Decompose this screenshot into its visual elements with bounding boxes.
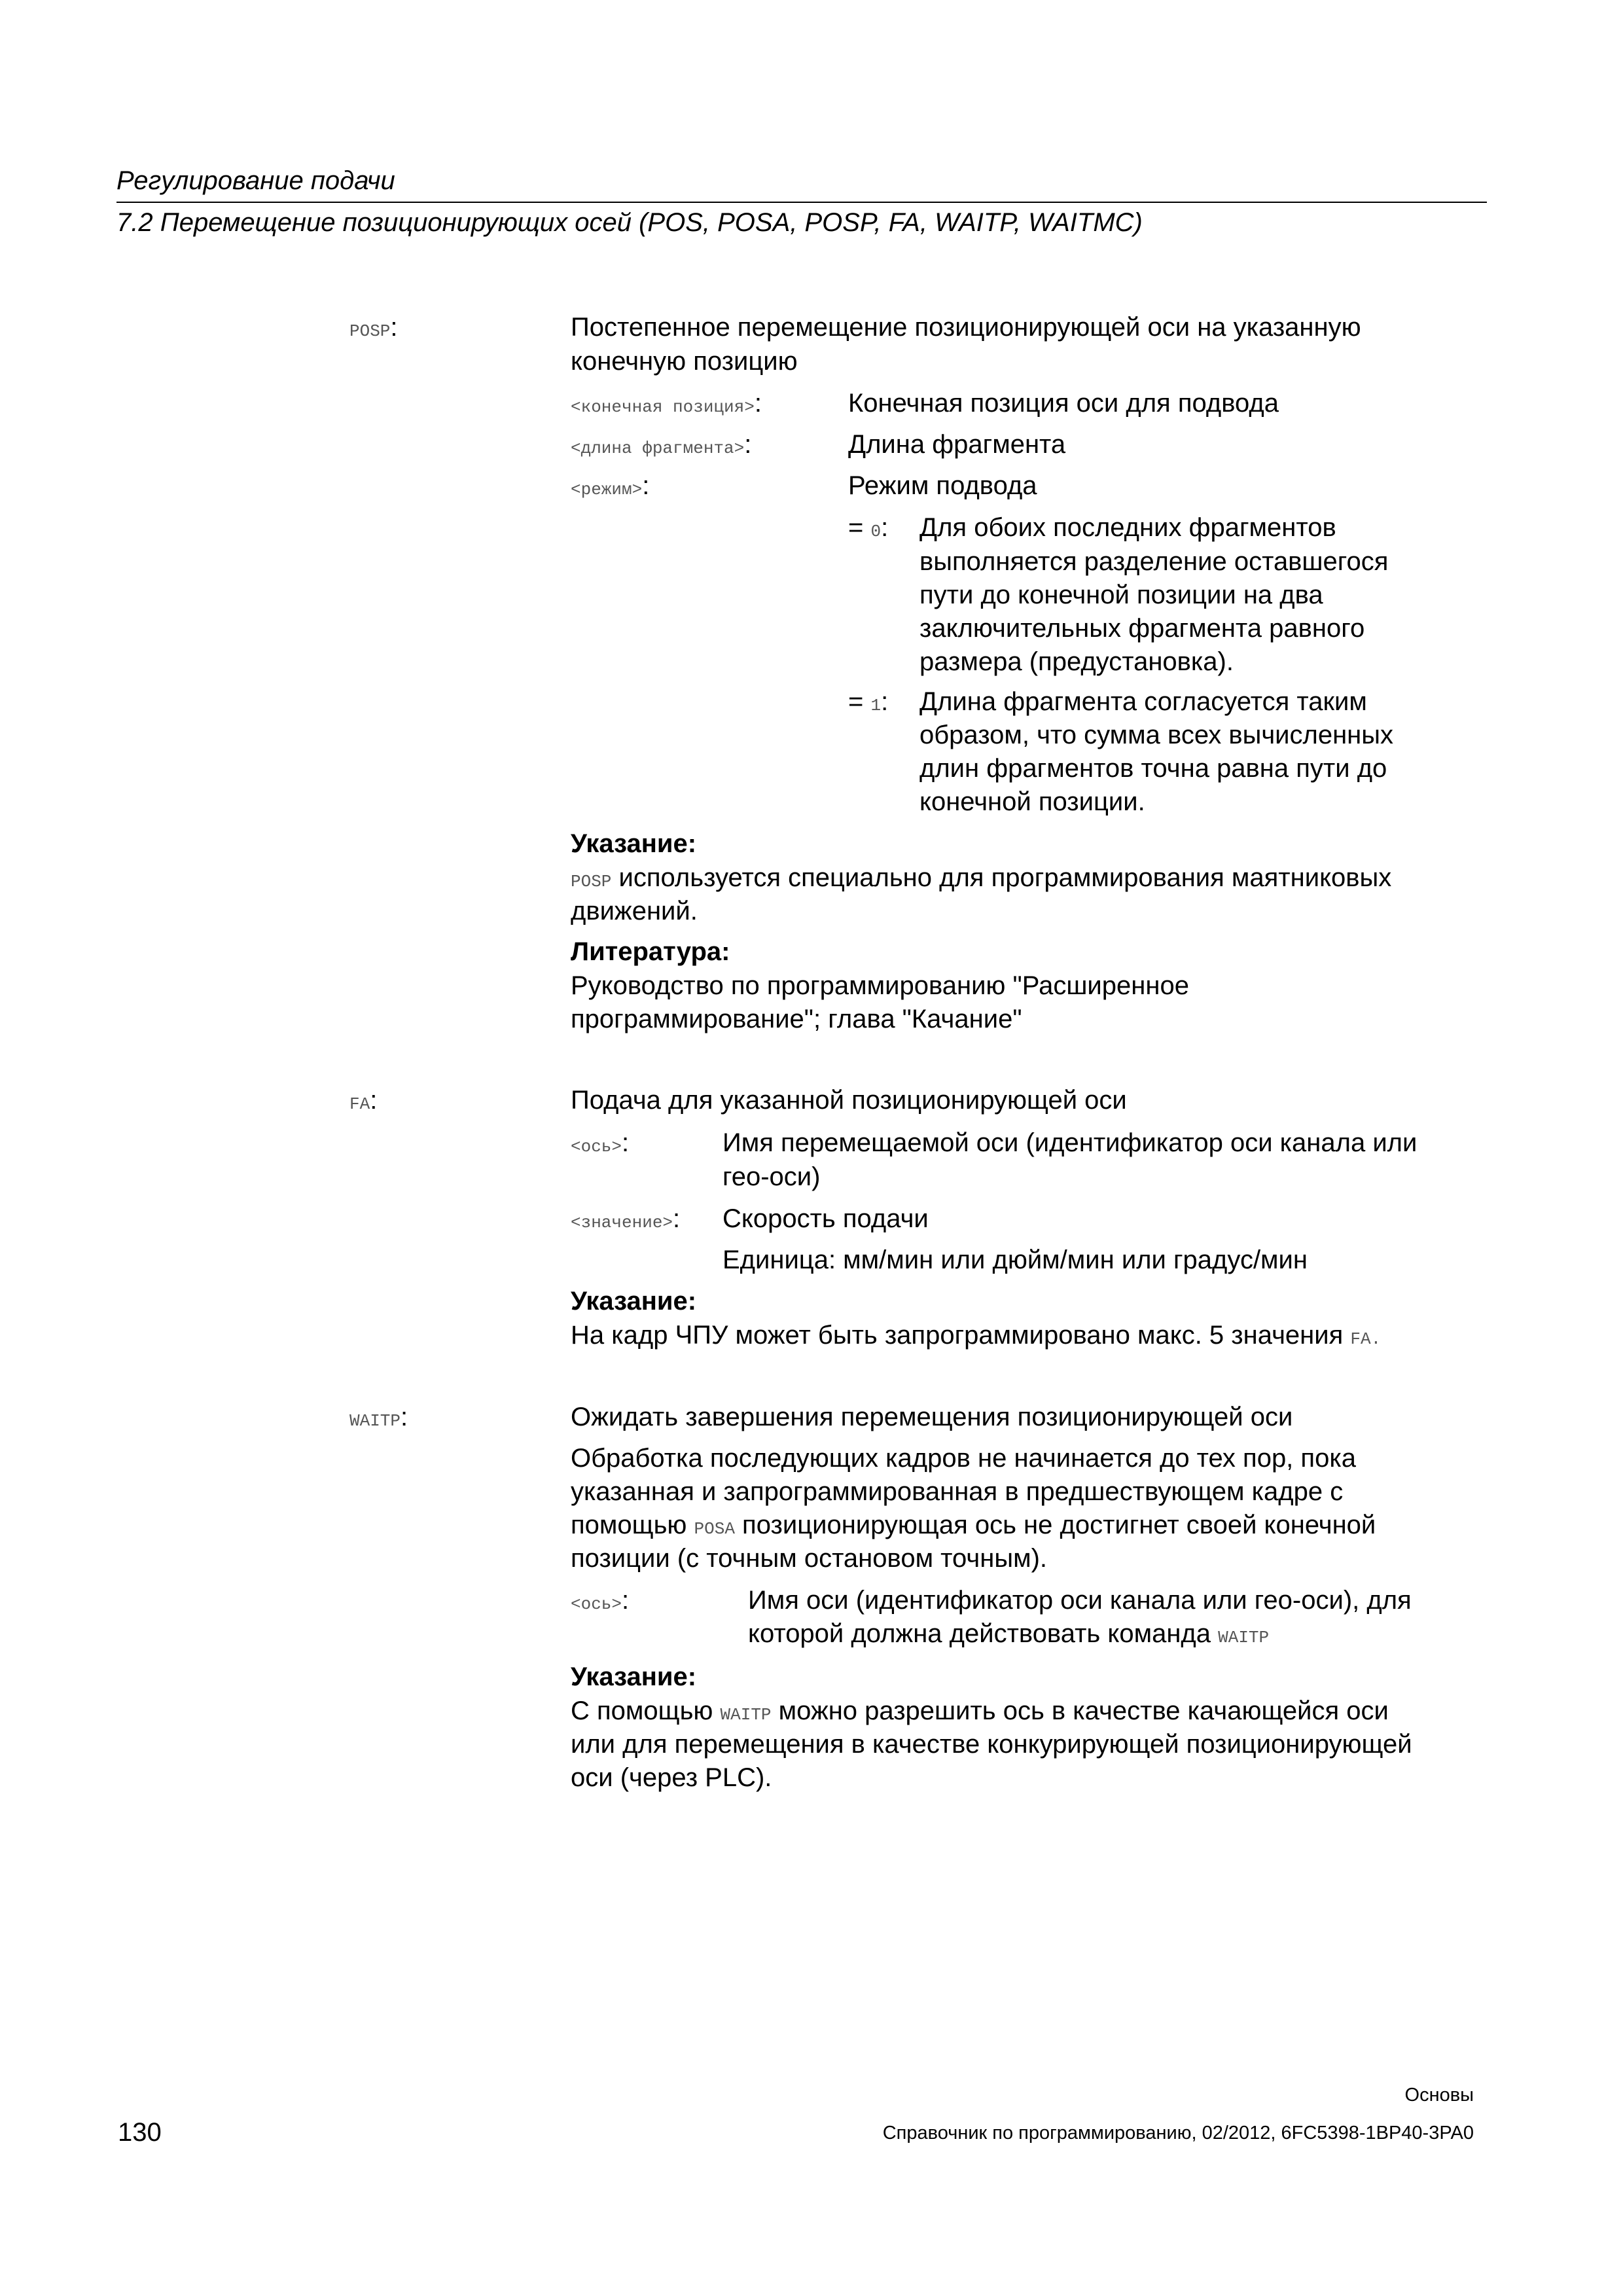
fa-param-axis-line-1: Имя перемещаемой оси (идентификатор оси канала или	[722, 1128, 1418, 1157]
waitp-note-line-1	[571, 1694, 1389, 1732]
waitp-param-line-2-text: которой должна действовать команда	[748, 1619, 1219, 1648]
posp-note-text: используется специально для программирования маятниковых	[611, 863, 1392, 892]
fa-param-axis-term: <ось>:	[571, 1128, 630, 1157]
posp-keyword: POSP	[349, 321, 391, 341]
fa-param-value-line-2: Единица: мм/мин или дюйм/мин или градус/мин	[722, 1246, 1308, 1274]
posp-mode-1-line-3: длин фрагментов точна равна пути до	[919, 754, 1387, 783]
posp-param-end-position: <конечная позиция>	[571, 397, 755, 417]
waitp-param-line-1: Имя оси (идентификатор оси канала или гео-оси), для	[748, 1586, 1412, 1615]
posp-mode-0-line-1: Для обоих последних фрагментов	[919, 513, 1336, 542]
waitp-note-line-2: или для перемещения в качестве конкурирующей позиционирующей	[571, 1730, 1412, 1759]
posp-mode-0-term: = 0:	[848, 513, 889, 542]
posp-mode-0-eq: =	[848, 513, 864, 542]
waitp-note-title: Указание:	[571, 1662, 697, 1691]
posp-literature-line-2: программирование"; глава "Качание"	[571, 1005, 1022, 1033]
posp-desc-line-2: конечную позицию	[571, 347, 798, 376]
footer-title: Основы	[1404, 2085, 1474, 2106]
waitp-param-line-2	[748, 1617, 1269, 1655]
waitp-note-code: WAITP	[720, 1705, 772, 1725]
posp-mode-1-line-1: Длина фрагмента согласуется таким	[919, 687, 1367, 716]
posp-literature-title: Литература:	[571, 937, 730, 966]
posp-param-mode-desc: Режим подвода	[848, 471, 1037, 500]
waitp-note-line-1-pre: С помощью	[571, 1696, 721, 1725]
fa-param-value-term: <значение>:	[571, 1204, 681, 1233]
waitp-desc: Ожидать завершения перемещения позиционирующей оси	[571, 1403, 1293, 1431]
posp-mode-1-line-2: образом, что сумма всех вычисленных	[919, 721, 1394, 749]
fa-note-title: Указание:	[571, 1287, 697, 1316]
waitp-para-line-1: Обработка последующих кадров не начинается до тех пор, пока	[571, 1444, 1356, 1473]
waitp-param-axis-term: <ось>:	[571, 1586, 630, 1615]
running-header-chapter: Регулирование подачи	[116, 166, 395, 195]
posp-mode-1-value: 1	[870, 696, 882, 715]
fa-param-value: <значение>	[571, 1213, 673, 1232]
waitp-para-line-2: указанная и запрограммированная в предшествующем кадре с	[571, 1477, 1344, 1506]
posp-note-line-1	[571, 861, 1391, 899]
posp-mode-0-line-3: пути до конечной позиции на два	[919, 581, 1323, 609]
posp-mode-0-value: 0	[870, 522, 882, 541]
fa-note-code: FA.	[1350, 1329, 1382, 1349]
posp-desc-line-1: Постепенное перемещение позиционирующей оси на указанную	[571, 313, 1361, 342]
fa-param-axis-line-2: гео-оси)	[722, 1162, 821, 1191]
posp-note-code: POSP	[571, 872, 612, 891]
posp-mode-0-line-4: заключительных фрагмента равного	[919, 614, 1365, 643]
posp-keyword-term: POSP:	[349, 313, 398, 342]
fa-keyword: FA	[349, 1094, 370, 1114]
waitp-para-line-3	[571, 1508, 1376, 1546]
posp-param-fragment-length-desc: Длина фрагмента	[848, 430, 1066, 459]
posp-param-fragment-length: <длина фрагмента>	[571, 439, 745, 458]
posp-mode-1-term: = 1:	[848, 687, 889, 716]
footer-reference: Справочник по программированию, 02/2012, 6FC5398-1BP40-3PA0	[882, 2123, 1474, 2144]
fa-param-axis: <ось>	[571, 1137, 622, 1157]
waitp-para-line-4: позиции (с точным остановом точным).	[571, 1544, 1048, 1573]
waitp-note-line-1-post: можно разрешить ось в качестве качающейся оси	[771, 1696, 1389, 1725]
fa-param-value-line-1: Скорость подачи	[722, 1204, 929, 1233]
fa-note-line	[571, 1318, 1381, 1356]
fa-desc: Подача для указанной позиционирующей оси	[571, 1086, 1127, 1115]
posp-param-end-position-term: <конечная позиция>:	[571, 389, 762, 418]
waitp-keyword: WAITP	[349, 1411, 401, 1431]
fa-keyword-term: FA:	[349, 1086, 378, 1115]
posp-param-mode: <режим>	[571, 480, 643, 499]
waitp-param-code: WAITP	[1218, 1628, 1270, 1647]
fa-note-text: На кадр ЧПУ может быть запрограммировано макс. 5 значения	[571, 1321, 1351, 1350]
waitp-para-line-3-post: позиционирующая ось не достигнет своей конечной	[734, 1511, 1376, 1539]
page-number: 130	[118, 2118, 162, 2147]
running-header-section: 7.2 Перемещение позиционирующих осей (POS, POSA, POSP, FA, WAITP, WAITMC)	[116, 208, 1143, 237]
posp-literature-line-1: Руководство по программированию "Расширенное	[571, 971, 1189, 1000]
posp-param-mode-term: <режим>:	[571, 471, 650, 500]
waitp-note-line-3: оси (через PLC).	[571, 1763, 772, 1792]
posp-param-fragment-length-term: <длина фрагмента>:	[571, 430, 752, 459]
posp-mode-0-line-5: размера (предустановка).	[919, 647, 1234, 676]
posp-note-line-2: движений.	[571, 897, 698, 925]
posp-mode-1-line-4: конечной позиции.	[919, 787, 1145, 816]
posp-mode-0-line-2: выполняется разделение оставшегося	[919, 547, 1389, 576]
waitp-para-code: POSA	[694, 1519, 735, 1539]
waitp-param-axis: <ось>	[571, 1594, 622, 1614]
posp-mode-1-eq: =	[848, 687, 864, 716]
waitp-para-line-3-pre: помощью	[571, 1511, 694, 1539]
header-rule	[116, 202, 1487, 203]
posp-param-end-position-desc: Конечная позиция оси для подвода	[848, 389, 1279, 418]
waitp-keyword-term: WAITP:	[349, 1403, 408, 1431]
posp-note-title: Указание:	[571, 829, 697, 858]
